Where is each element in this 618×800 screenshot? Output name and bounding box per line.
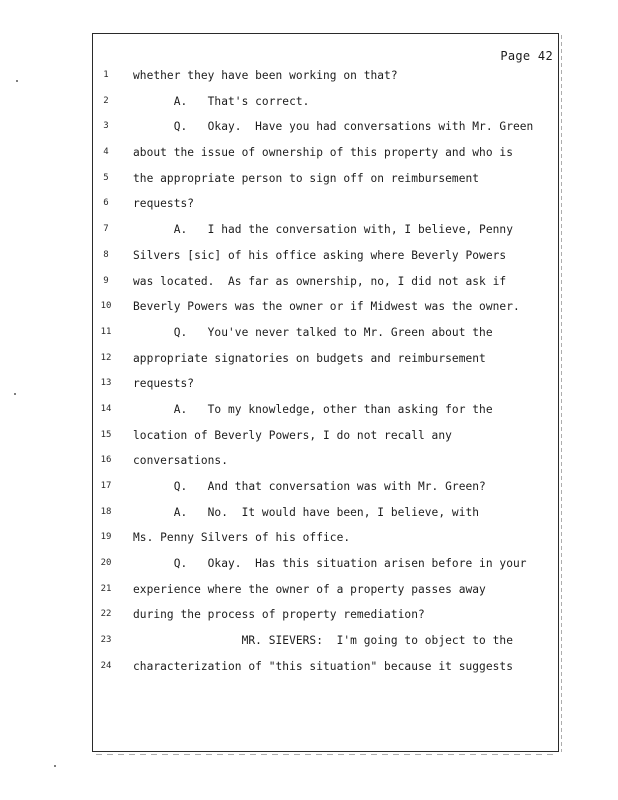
transcript-line: requests? — [133, 377, 195, 391]
line-number: 17 — [100, 481, 112, 491]
transcript-line: location of Beverly Powers, I do not recall any — [133, 428, 452, 442]
transcript-line: MR. SIEVERS: I'm going to object to the — [133, 634, 513, 648]
transcript-line: was located. As far as ownership, no, I did not ask if — [133, 274, 507, 288]
transcript-line: requests? — [133, 197, 195, 211]
scan-speck — [54, 765, 56, 767]
line-number: 18 — [100, 506, 112, 517]
line-number: 9 — [103, 275, 109, 286]
transcript-text-column — [133, 63, 545, 680]
line-number: 2 — [103, 95, 109, 106]
line-number: 1 — [103, 70, 109, 80]
line-number: 3 — [103, 121, 109, 132]
line-number: 15 — [100, 429, 112, 440]
page-edge-shadow — [561, 35, 562, 752]
transcript-line: Q. Okay. Has this situation arisen before in your — [133, 557, 527, 571]
page-number: Page 42 — [500, 49, 553, 63]
transcript-line: experience where the owner of a property passes away — [133, 582, 486, 596]
transcript-line: characterization of "this situation" because it suggests — [133, 659, 513, 673]
line-number: 14 — [100, 403, 112, 414]
scan-speck — [14, 393, 16, 395]
transcript-line: conversations. — [133, 454, 228, 468]
transcript-line: about the issue of ownership of this property and who is — [133, 146, 513, 160]
line-number: 13 — [100, 378, 112, 389]
transcript-line: during the process of property remediation? — [133, 608, 425, 622]
line-number: 4 — [103, 147, 109, 158]
transcript-line: appropriate signatories on budgets and reimbursement — [133, 351, 486, 365]
line-number: 7 — [103, 224, 109, 235]
page-bottom-edge — [96, 754, 558, 755]
transcript-line: A. I had the conversation with, I believe, Penny — [133, 223, 513, 237]
transcript-line: Silvers [sic] of his office asking where Beverly Powers — [133, 248, 507, 262]
scan-speck — [16, 80, 18, 82]
line-number: 21 — [100, 583, 112, 594]
transcript-line: Q. You've never talked to Mr. Green about the — [133, 325, 493, 339]
transcript-line: Q. And that conversation was with Mr. Green? — [133, 480, 486, 493]
transcript-line: Ms. Penny Silvers of his office. — [133, 531, 351, 545]
transcript-line: A. That's correct. — [133, 94, 310, 108]
transcript-line: whether they have been working on that? — [133, 69, 398, 82]
transcript-line: the appropriate person to sign off on reimbursement — [133, 171, 480, 185]
line-number: 12 — [100, 352, 112, 363]
line-number: 16 — [100, 455, 112, 466]
transcript-line: A. To my knowledge, other than asking for the — [133, 402, 493, 416]
line-number: 20 — [100, 558, 112, 569]
line-number: 19 — [100, 532, 112, 543]
line-number: 24 — [100, 660, 112, 671]
line-number-column — [96, 63, 116, 680]
line-number: 5 — [103, 172, 109, 183]
line-number: 22 — [100, 609, 112, 620]
transcript-line: Q. Okay. Have you had conversations with Mr. Green — [133, 120, 534, 134]
line-number: 10 — [100, 301, 112, 312]
transcript-line: Beverly Powers was the owner or if Midwest was the owner. — [133, 300, 520, 314]
line-number: 8 — [103, 249, 109, 260]
line-number: 11 — [100, 326, 112, 337]
line-number: 6 — [103, 198, 109, 209]
line-number: 23 — [100, 635, 112, 646]
transcript-line: A. No. It would have been, I believe, with — [133, 505, 480, 519]
